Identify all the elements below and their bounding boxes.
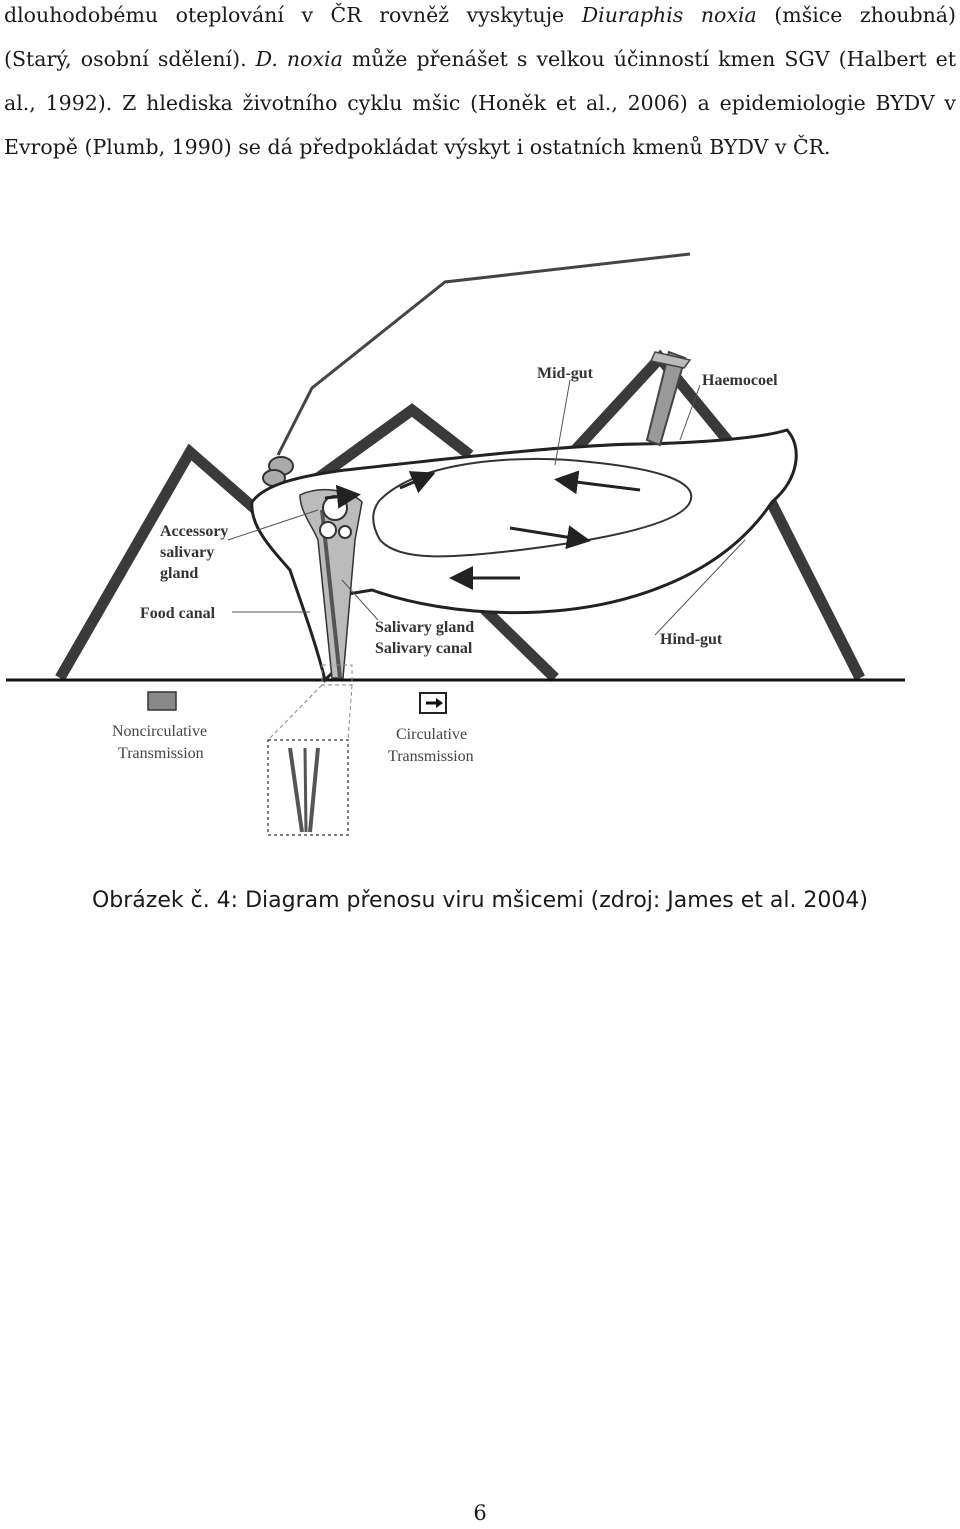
label-circulative-1: Circulative (396, 726, 468, 743)
label-haemocoel: Haemocoel (702, 372, 778, 389)
paragraph-line-1: dlouhodobému oteplování v ČR rovněž vyskytuje Diuraphis noxia (mšice zhoubná) (4, 3, 956, 27)
paragraph-line-2: (Starý, osobní sdělení). D. noxia může přenášet s velkou účinností kmen SGV (Halbert et (4, 47, 956, 71)
label-salivary-canal: Salivary canal (375, 640, 473, 657)
label-hind-gut: Hind-gut (660, 631, 723, 648)
body-paragraph (4, 0, 956, 169)
label-accessory-3: gland (160, 565, 199, 582)
label-accessory-2: salivary (160, 544, 215, 561)
stylet-inset (268, 740, 348, 835)
label-noncirculative-2: Transmission (118, 745, 204, 762)
figure-caption: Obrázek č. 4: Diagram přenosu viru mšicemi (zdroj: James et al. 2004) (91, 888, 869, 913)
aphid-transmission-diagram (0, 240, 920, 880)
circulative-legend-icon (420, 693, 446, 713)
label-noncirculative-1: Noncirculative (112, 723, 208, 740)
noncirculative-legend-icon (148, 692, 176, 710)
label-mid-gut: Mid-gut (537, 365, 593, 382)
label-circulative-2: Transmission (388, 748, 474, 765)
label-food-canal: Food canal (140, 605, 216, 622)
paragraph-line-4: Evropě (Plumb, 1990) se dá předpokládat výskyt i ostatních kmenů BYDV v ČR. (4, 135, 831, 159)
label-accessory-1: Accessory (160, 523, 229, 540)
page-number: 6 (473, 1501, 487, 1525)
paragraph-line-3: al., 1992). Z hlediska životního cyklu mšic (Honěk et al., 2006) a epidemiologie BYDV v (4, 91, 956, 115)
label-salivary-gland: Salivary gland (375, 619, 475, 636)
